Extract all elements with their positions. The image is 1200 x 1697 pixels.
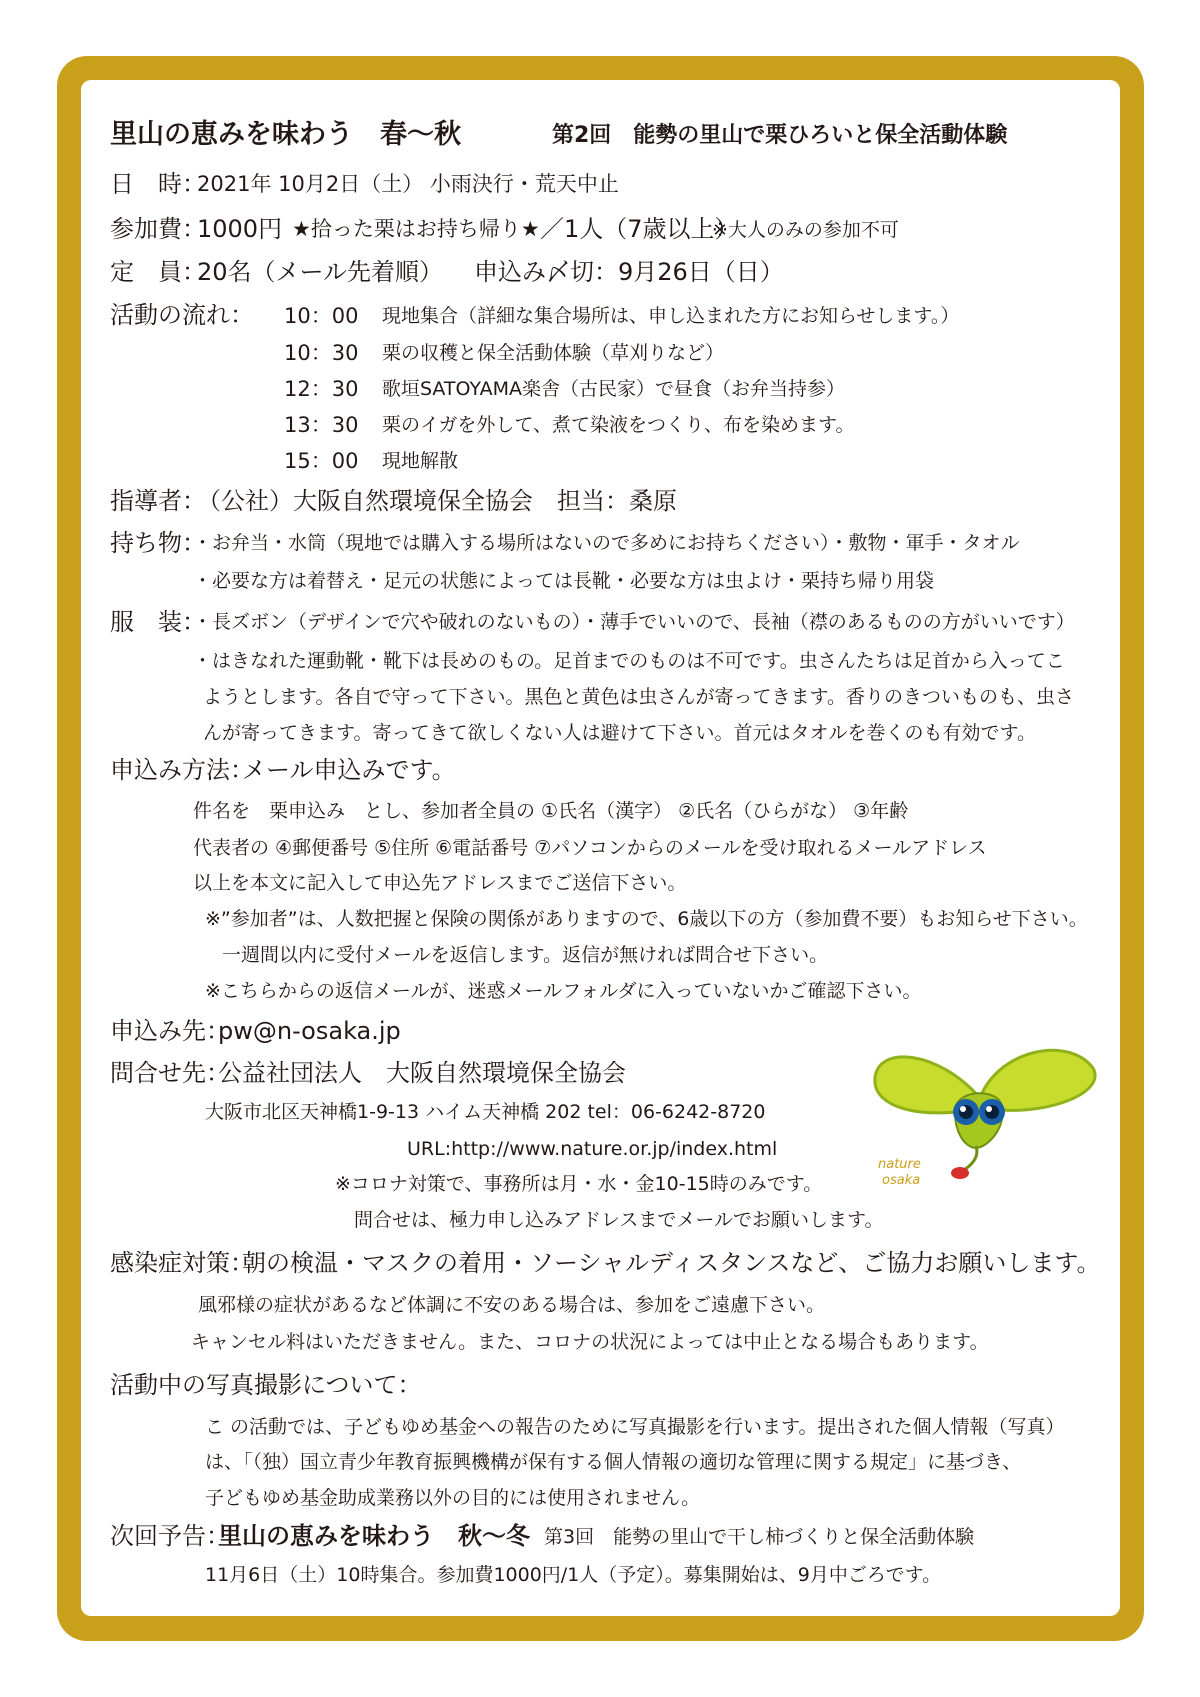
contact-url[interactable]: URL:http://www.nature.or.jp/index.html <box>407 1138 778 1160</box>
contact-label: 問合せ先： <box>110 1059 230 1087</box>
fee-amount: 1000円 <box>197 215 283 243</box>
date-value: 2021年 10月2日（土） 小雨決行・荒天中止 <box>197 172 619 196</box>
leader-value: （公社）大阪自然環境保全協会 担当：桑原 <box>197 487 677 515</box>
application-line: 以上を本文に記入して申込先アドレスまでご送信下さい。 <box>193 872 687 894</box>
schedule-desc: 歌垣SATOYAMA楽舎（古民家）で昼食（お弁当持参） <box>382 378 845 400</box>
photo-line: 子どもゆめ基金助成業務以外の目的には使用されません。 <box>205 1487 701 1509</box>
fee-per-person: ／1人（7歳以上） <box>540 215 739 243</box>
schedule-time: 10：30 <box>284 341 359 365</box>
fee-label: 参加費： <box>110 215 206 243</box>
schedule-time: 12：30 <box>284 377 359 401</box>
logo-text-nature: nature <box>878 1157 921 1172</box>
schedule-desc: 現地解散 <box>382 450 459 472</box>
clothing-line: ・はきなれた運動靴・靴下は長めのもの。足首までのものは不可です。虫さんたちは足首から入ってこ <box>193 650 1065 672</box>
application-label: 申込み方法： <box>110 756 254 784</box>
photo-line: こ の活動では、子どもゆめ基金への報告のために写真撮影を行います。提出された個人情報（写真） <box>205 1416 1065 1438</box>
application-line: 代表者の ④郵便番号 ⑤住所 ⑥電話番号 ⑦パソコンからのメールを受け取れるメールアドレス <box>193 837 987 859</box>
infection-label: 感染症対策： <box>110 1249 254 1277</box>
schedule-label: 活動の流れ： <box>110 301 254 329</box>
photo-label: 活動中の写真撮影について： <box>110 1371 422 1399</box>
application-note: ※”参加者”は、人数把握と保険の関係がありますので、6歳以下の方（参加費不要）もお知らせ下さい。 <box>205 908 1088 930</box>
schedule-desc: 栗の収穫と保全活動体験（草刈りなど） <box>382 342 725 364</box>
fee-note: ★拾った栗はお持ち帰り★ <box>292 217 540 241</box>
capacity-value: 20名（メール先着順） <box>197 258 444 286</box>
email-label: 申込み先： <box>110 1017 230 1045</box>
next-detail: 11月6日（土）10時集合。参加費1000円/1人（予定）。募集開始は、9月中ごろです。 <box>205 1564 942 1586</box>
capacity-label: 定 員： <box>110 258 206 286</box>
schedule-time: 13：30 <box>284 413 359 437</box>
infection-line: 風邪様の症状があるなど体調に不安のある場合は、参加をご遠慮下さい。 <box>198 1294 826 1316</box>
contact-note: ※コロナ対策で、事務所は月・水・金10-15時のみです。 <box>335 1173 823 1195</box>
belongings-line: ・必要な方は着替え・足元の状態によっては長靴・必要な方は虫よけ・栗持ち帰り用袋 <box>193 570 935 592</box>
fee-adult-note: ※大人のみの参加不可 <box>712 219 899 241</box>
clothing-line: ようとします。各自で守って下さい。黒色と黄色は虫さんが寄ってきます。香りのきついものも、虫さ <box>203 686 1074 708</box>
application-note: ※こちらからの返信メールが、迷惑メールフォルダに入っていないかご確認下さい。 <box>205 980 922 1002</box>
photo-line: は、「（独）国立青少年教育振興機構が保有する個人情報の適切な管理に関する規定」に基づき、 <box>205 1451 1022 1473</box>
contact-address: 大阪市北区天神橋1-9-13 ハイム天神橋 202 tel：06-6242-8720 <box>205 1101 766 1123</box>
nature-osaka-logo <box>868 1040 1102 1190</box>
schedule-desc: 現地集合（詳細な集合場所は、申し込まれた方にお知らせします。） <box>382 305 960 327</box>
email-address[interactable]: pw@n-osaka.jp <box>218 1017 401 1045</box>
infection-line: キャンセル料はいただきません。また、コロナの状況によっては中止となる場合もあります。 <box>191 1331 989 1353</box>
schedule-desc: 栗のイガを外して、煮て染液をつくり、布を染めます。 <box>382 414 855 436</box>
deadline-value: 申込み〆切：9月26日（日） <box>474 258 784 286</box>
contact-org: 公益社団法人 大阪自然環境保全協会 <box>218 1059 626 1087</box>
belongings-line: ・お弁当・水筒（現地では購入する場所はないので多めにお持ちください）・敷物・軍手・タオル <box>193 532 1020 554</box>
event-subtitle: 第2回 能勢の里山で栗ひろいと保全活動体験 <box>552 123 1008 148</box>
event-title: 里山の恵みを味わう 春～秋 <box>110 119 461 150</box>
next-subtitle: 第3回 能勢の里山で干し柿づくりと保全活動体験 <box>544 1526 975 1548</box>
schedule-time: 10：00 <box>284 304 359 328</box>
logo-text-osaka: osaka <box>882 1173 921 1188</box>
next-label: 次回予告： <box>110 1522 230 1550</box>
belongings-label: 持ち物： <box>110 529 206 557</box>
contact-note: 問合せは、極力申し込みアドレスまでメールでお願いします。 <box>354 1209 884 1231</box>
leader-label: 指導者： <box>110 487 206 515</box>
application-line: 件名を 栗申込み とし、参加者全員の ①氏名（漢字） ②氏名（ひらがな） ③年齢 <box>193 800 909 822</box>
date-label: 日 時： <box>110 170 206 198</box>
schedule-time: 15：00 <box>284 449 359 473</box>
application-note: 一週間以内に受付メールを返信します。返信が無ければ問合せ下さい。 <box>222 944 829 966</box>
clothing-line: んが寄ってきます。寄ってきて欲しくない人は避けて下さい。首元はタオルを巻くのも有効です。 <box>203 722 1036 744</box>
next-title: 里山の恵みを味わう 秋～冬 <box>218 1522 530 1550</box>
clothing-line: ・長ズボン（デザインで穴や破れのないもの）・薄手でいいので、長袖（襟のあるものの方がいいです） <box>193 611 1075 633</box>
infection-value: 朝の検温・マスクの着用・ソーシャルディスタンスなど、ご協力お願いします。 <box>242 1249 1101 1277</box>
clothing-label: 服 装： <box>110 608 206 636</box>
application-value: メール申込みです。 <box>242 756 456 784</box>
